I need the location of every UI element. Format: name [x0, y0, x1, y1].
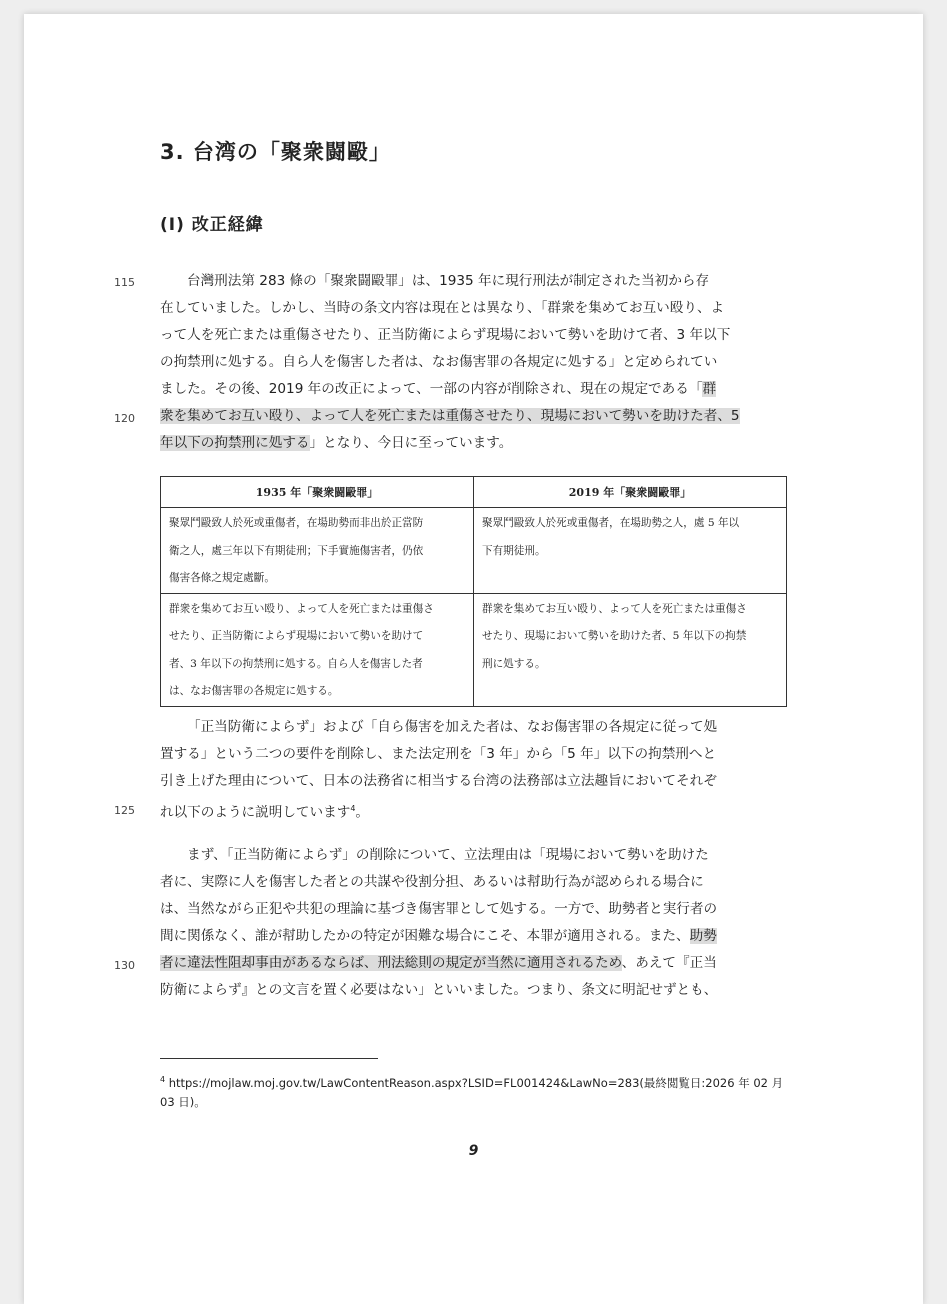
text-line: 在していました。しかし、当時の条文内容は現在とは異なり、「群衆を集めてお互い殴り、よ — [160, 300, 725, 316]
page-number: 9 — [468, 1143, 479, 1159]
text-line: 引き上げた理由について、日本の法務省に相当する台湾の法務部は立法趣旨においてそれぞ — [160, 773, 717, 789]
text-line: ました。その後、2019 年の改正によって、一部の内容が削除され、現在の規定である「群 — [160, 381, 717, 397]
text-line: 防衛によらず』との文言を置く必要はない」といいました。つまり、条文に明記せずとも、 — [160, 982, 718, 998]
footnote-reference[interactable]: 4 — [350, 804, 356, 813]
text-line: 者に、実際に人を傷害した者との共謀や役割分担、あるいは幇助行為が認められる場合に — [160, 874, 704, 890]
table-header: 2019 年「聚衆闘毆罪」 — [474, 477, 787, 508]
highlight: 者に違法性阻却事由があるならば、刑法総則の規定が当然に適用されるため — [160, 955, 622, 971]
line-number: 115 — [114, 276, 135, 289]
text-line: 「正当防衛によらず」および「自ら傷害を加えた者は、なお傷害罪の各規定に従って処 — [187, 719, 718, 735]
table-cell: 聚眾鬥毆致人於死或重傷者，在場助勢而非出於正當防 衛之人，處三年以下有期徒刑；下手實施傷害者，仍依 傷害各條之規定處斷。 — [161, 508, 474, 594]
text-line: 間に関係なく、誰が幇助したかの特定が困難な場合にこそ、本罪が適用される。また、助勢 — [160, 928, 717, 944]
text-line: 年以下の拘禁刑に処する」となり、今日に至っています。 — [160, 435, 513, 451]
table-cell: 群衆を集めてお互い殴り、よって人を死亡または重傷さ せたり、現場において勢いを助けた者、5 年以下の拘禁 刑に処する。 — [474, 593, 787, 706]
paragraph-reasons-intro — [160, 714, 785, 827]
text-line: 置する」という二つの要件を削除し、また法定刑を「3 年」から「5 年」以下の拘禁刑へと — [160, 746, 717, 762]
table-row — [161, 508, 787, 594]
text-line: 者に違法性阻却事由があるならば、刑法総則の規定が当然に適用されるため、あえて『正当 — [160, 955, 717, 971]
table-cell: 群衆を集めてお互い殴り、よって人を死亡または重傷さ せたり、正当防衛によらず現場において勢いを助けて 者、3 年以下の拘禁刑に処する。自ら人を傷害した者 は、なお傷害罪の各規定に処する。 — [161, 593, 474, 706]
footnote-divider — [160, 1058, 378, 1059]
table-header-row — [161, 477, 787, 508]
line-number: 130 — [114, 959, 135, 972]
table-header: 1935 年「聚衆闘毆罪」 — [161, 477, 474, 508]
text-line: 台灣刑法第 283 條の「聚衆闘毆罪」は、1935 年に現行刑法が制定された当初から存 — [187, 273, 710, 289]
subsection-heading: (I) 改正経緯 — [160, 215, 264, 235]
footnote — [160, 1070, 790, 1112]
highlight: 年以下の拘禁刑に処する — [160, 435, 310, 451]
paragraph-revision-history — [160, 268, 785, 457]
section-heading: 3. 台湾の「聚衆闘毆」 — [160, 140, 391, 164]
highlight: 助勢 — [689, 928, 717, 944]
line-number: 125 — [114, 804, 135, 817]
highlight: 群 — [702, 381, 717, 397]
table-row — [161, 593, 787, 706]
footnote-text[interactable]: https://mojlaw.moj.gov.tw/LawContentReason.aspx?LSID=FL001424&LawNo=283(最終閲覧日:2026 年 02 月 03 日)。 — [160, 1075, 784, 1109]
line-number: 120 — [114, 412, 135, 425]
table-cell: 聚眾鬥毆致人於死或重傷者，在場助勢之人，處 5 年以 下有期徒刑。 — [474, 508, 787, 594]
highlight: 衆を集めてお互い殴り、よって人を死亡または重傷させたり、現場において勢いを助けた者、5 — [160, 408, 740, 424]
text-line: の拘禁刑に処する。自ら人を傷害した者は、なお傷害罪の各規定に処する」と定められてい — [160, 354, 718, 370]
text-line: は、当然ながら正犯や共犯の理論に基づき傷害罪として処する。一方で、助勢者と実行者の — [160, 901, 718, 917]
text-line: れ以下のように説明しています$^4$。 — [160, 804, 369, 821]
text-line — [160, 403, 785, 430]
footnote-mark: 4 — [160, 1075, 166, 1084]
text-line: って人を死亡または重傷させたり、正当防衛によらず現場において勢いを助けて者、3 年以下 — [160, 327, 731, 343]
text-line: まず、「正当防衛によらず」の削除について、立法理由は「現場において勢いを助けた — [187, 847, 709, 863]
comparison-table — [160, 476, 787, 707]
paragraph-self-defense-reason — [160, 842, 785, 1004]
